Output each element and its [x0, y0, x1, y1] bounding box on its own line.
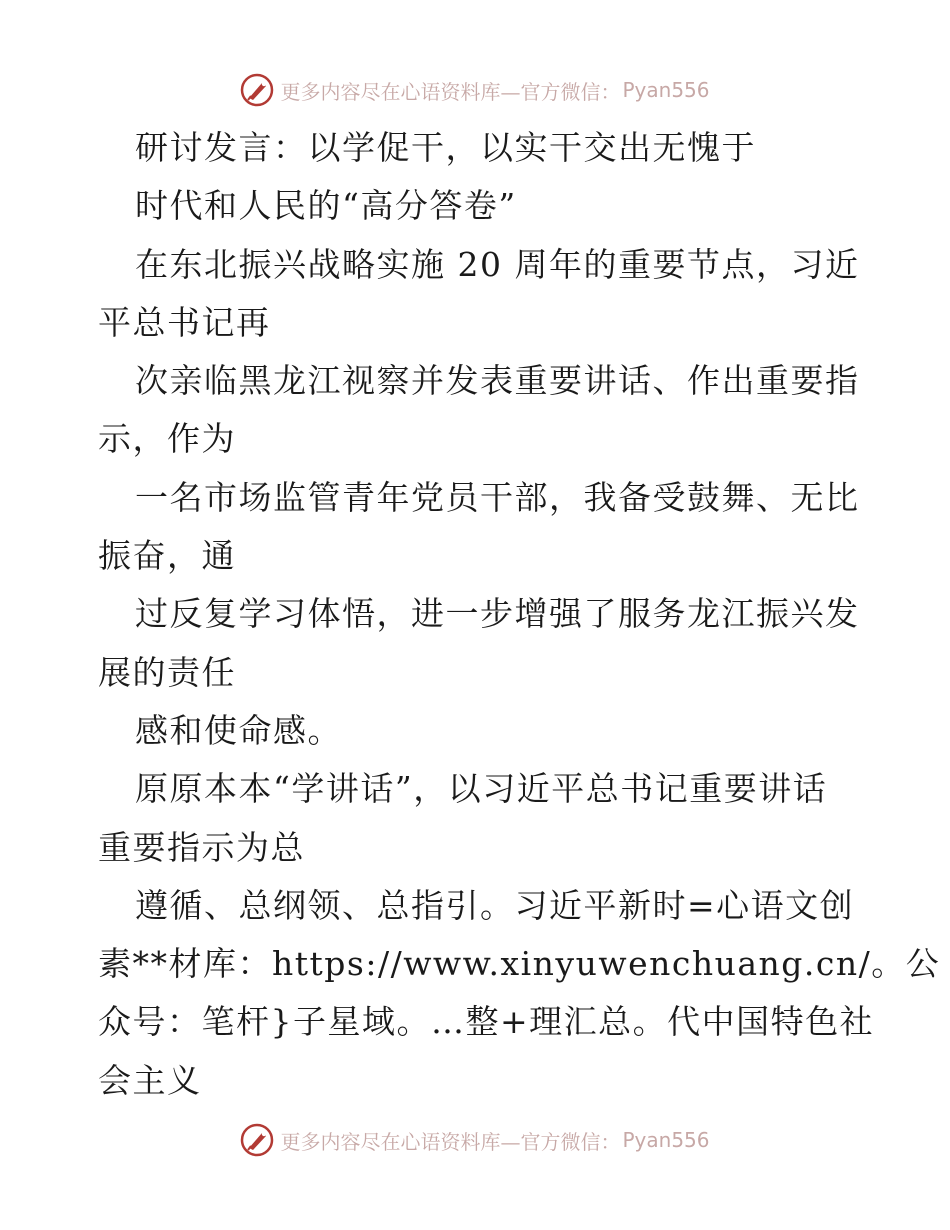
text-line: 会主义 — [98, 1060, 202, 1100]
text-line: 振奋，通 — [98, 536, 236, 576]
text-line: 众号：笔杆}子星域。…整+理汇总。代中国特色社 — [98, 1002, 875, 1042]
header-banner — [0, 70, 950, 110]
text-line: 在东北振兴战略实施 20 周年的重要节点，习近 — [135, 244, 860, 284]
document-body — [98, 119, 941, 1110]
text-line: 展的责任 — [98, 652, 236, 692]
text-line: 次亲临黑龙江视察并发表重要讲话、作出重要指 — [135, 361, 860, 401]
text-line: 时代和人民的“高分答卷” — [135, 186, 517, 226]
text-line: 过反复学习体悟，进一步增强了服务龙江振兴发 — [135, 594, 860, 634]
quill-pen-seal-icon — [240, 1123, 274, 1157]
text-line: 素**材库：https://www.xinyuwenchuang.cn/。公 — [98, 944, 941, 984]
text-line: 重要指示为总 — [98, 827, 305, 867]
banner-brand-text: 更多内容尽在心语资料库—官方微信： — [280, 1129, 621, 1154]
text-line: 平总书记再 — [98, 302, 271, 342]
text-line: 感和使命感。 — [135, 710, 342, 750]
banner-wechat-id: Pyan556 — [622, 78, 710, 102]
quill-pen-seal-icon — [240, 73, 274, 107]
banner-wechat-id: Pyan556 — [622, 1128, 710, 1152]
text-line: 原原本本“学讲话”，以习近平总书记重要讲话 — [135, 769, 828, 809]
text-line: 示，作为 — [98, 419, 236, 459]
text-line: 研讨发言：以学促干，以实干交出无愧于 — [135, 128, 756, 167]
footer-banner — [0, 1120, 950, 1160]
banner-brand-text: 更多内容尽在心语资料库—官方微信： — [280, 79, 621, 104]
text-line: 遵循、总纲领、总指引。习近平新时=心语文创 — [135, 885, 855, 925]
text-line: 一名市场监管青年党员干部，我备受鼓舞、无比 — [135, 477, 860, 517]
